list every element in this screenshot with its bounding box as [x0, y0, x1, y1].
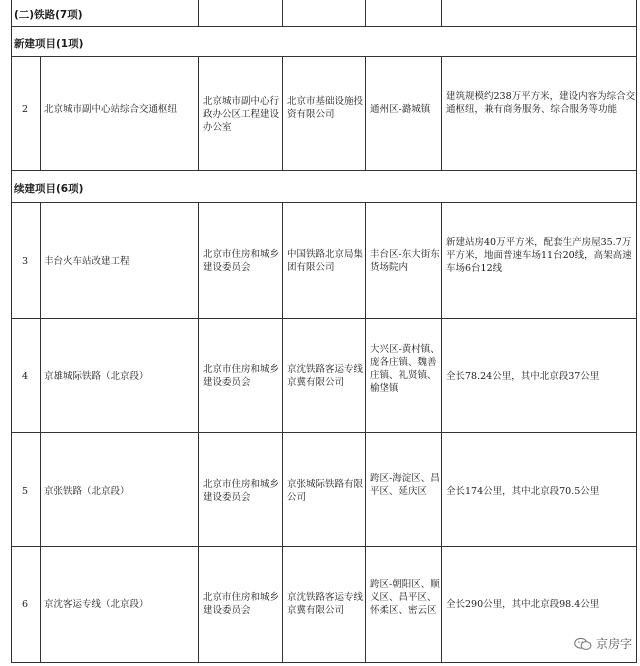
- project-owner: 京张城际铁路有限公司: [287, 479, 364, 503]
- column-divider: [198, 0, 199, 26]
- column-divider: [198, 56, 199, 170]
- row-divider: [11, 662, 637, 663]
- responsible-department: 北京市住房和城乡建设委员会: [203, 479, 280, 503]
- column-divider: [365, 202, 366, 663]
- row-number: 6: [21, 599, 29, 610]
- row-divider: [11, 170, 637, 171]
- section-title-new-projects: 新建项目(1项): [14, 38, 84, 50]
- column-divider: [11, 0, 12, 663]
- responsible-department: 北京城市副中心行政办公区工程建设办公室: [203, 96, 280, 133]
- column-divider: [282, 0, 283, 26]
- project-name: 京沈客运专线（北京段）: [44, 599, 149, 610]
- column-divider: [40, 202, 41, 663]
- project-location: 通州区-潞城镇: [370, 104, 431, 115]
- row-divider: [11, 202, 637, 203]
- project-owner: 京沈铁路客运专线京冀有限公司: [287, 592, 364, 616]
- project-content: 全长174公里，其中北京段70.5公里: [446, 486, 600, 497]
- wechat-icon: [574, 637, 592, 651]
- project-owner: 北京市基础设施投资有限公司: [287, 96, 364, 120]
- project-name: 京雄城际铁路（北京段）: [44, 371, 149, 382]
- column-divider: [365, 0, 366, 26]
- project-location: 大兴区-黄村镇、庞各庄镇、魏善庄镇、礼贤镇、榆垡镇: [370, 344, 440, 394]
- row-number: 3: [21, 256, 29, 267]
- wechat-watermark: [574, 635, 632, 652]
- project-name: 丰台火车站改建工程: [44, 256, 130, 267]
- project-owner: 京沈铁路客运专线京冀有限公司: [287, 364, 364, 388]
- section-title-railway: (二)铁路(7项): [14, 9, 83, 21]
- responsible-department: 北京市住房和城乡建设委员会: [203, 364, 280, 388]
- column-divider: [198, 202, 199, 663]
- row-divider: [11, 56, 637, 57]
- project-name: 京张铁路（北京段）: [44, 486, 130, 497]
- project-content: 建筑规模约238万平方米，建设内容为综合交通枢纽，兼有商务服务、综合服务等功能: [446, 91, 636, 115]
- row-number: 4: [21, 371, 29, 382]
- column-divider: [365, 56, 366, 170]
- project-content: 新建站房40万平方米，配套生产房屋35.7万平方米，地面普速车场11台20线，高架高速车场6台12线: [446, 237, 632, 274]
- row-number: 2: [21, 104, 29, 115]
- row-divider: [11, 318, 637, 319]
- responsible-department: 北京市住房和城乡建设委员会: [203, 592, 280, 616]
- project-location: 跨区-朝阳区、顺义区、昌平区、怀柔区、密云区: [370, 579, 440, 616]
- row-number: 5: [21, 486, 29, 497]
- row-divider: [11, 26, 637, 27]
- column-divider: [40, 56, 41, 170]
- responsible-department: 北京市住房和城乡建设委员会: [203, 249, 280, 273]
- column-divider: [636, 0, 637, 663]
- row-divider: [11, 546, 637, 547]
- project-owner: 中国铁路北京局集团有限公司: [287, 249, 364, 273]
- project-location: 丰台区-东大街东货场院内: [370, 249, 440, 273]
- column-divider: [441, 0, 442, 26]
- watermark-label: 京房字: [595, 637, 632, 651]
- project-content: 全长290公里，其中北京段98.4公里: [446, 599, 600, 610]
- project-name: 北京城市副中心站综合交通枢纽: [44, 104, 178, 115]
- section-title-continued-projects: 续建项目(6项): [14, 183, 84, 195]
- project-location: 跨区-海淀区、昌平区、延庆区: [370, 473, 440, 497]
- project-content: 全长78.24公里，其中北京段37公里: [446, 371, 600, 382]
- row-divider: [11, 432, 637, 433]
